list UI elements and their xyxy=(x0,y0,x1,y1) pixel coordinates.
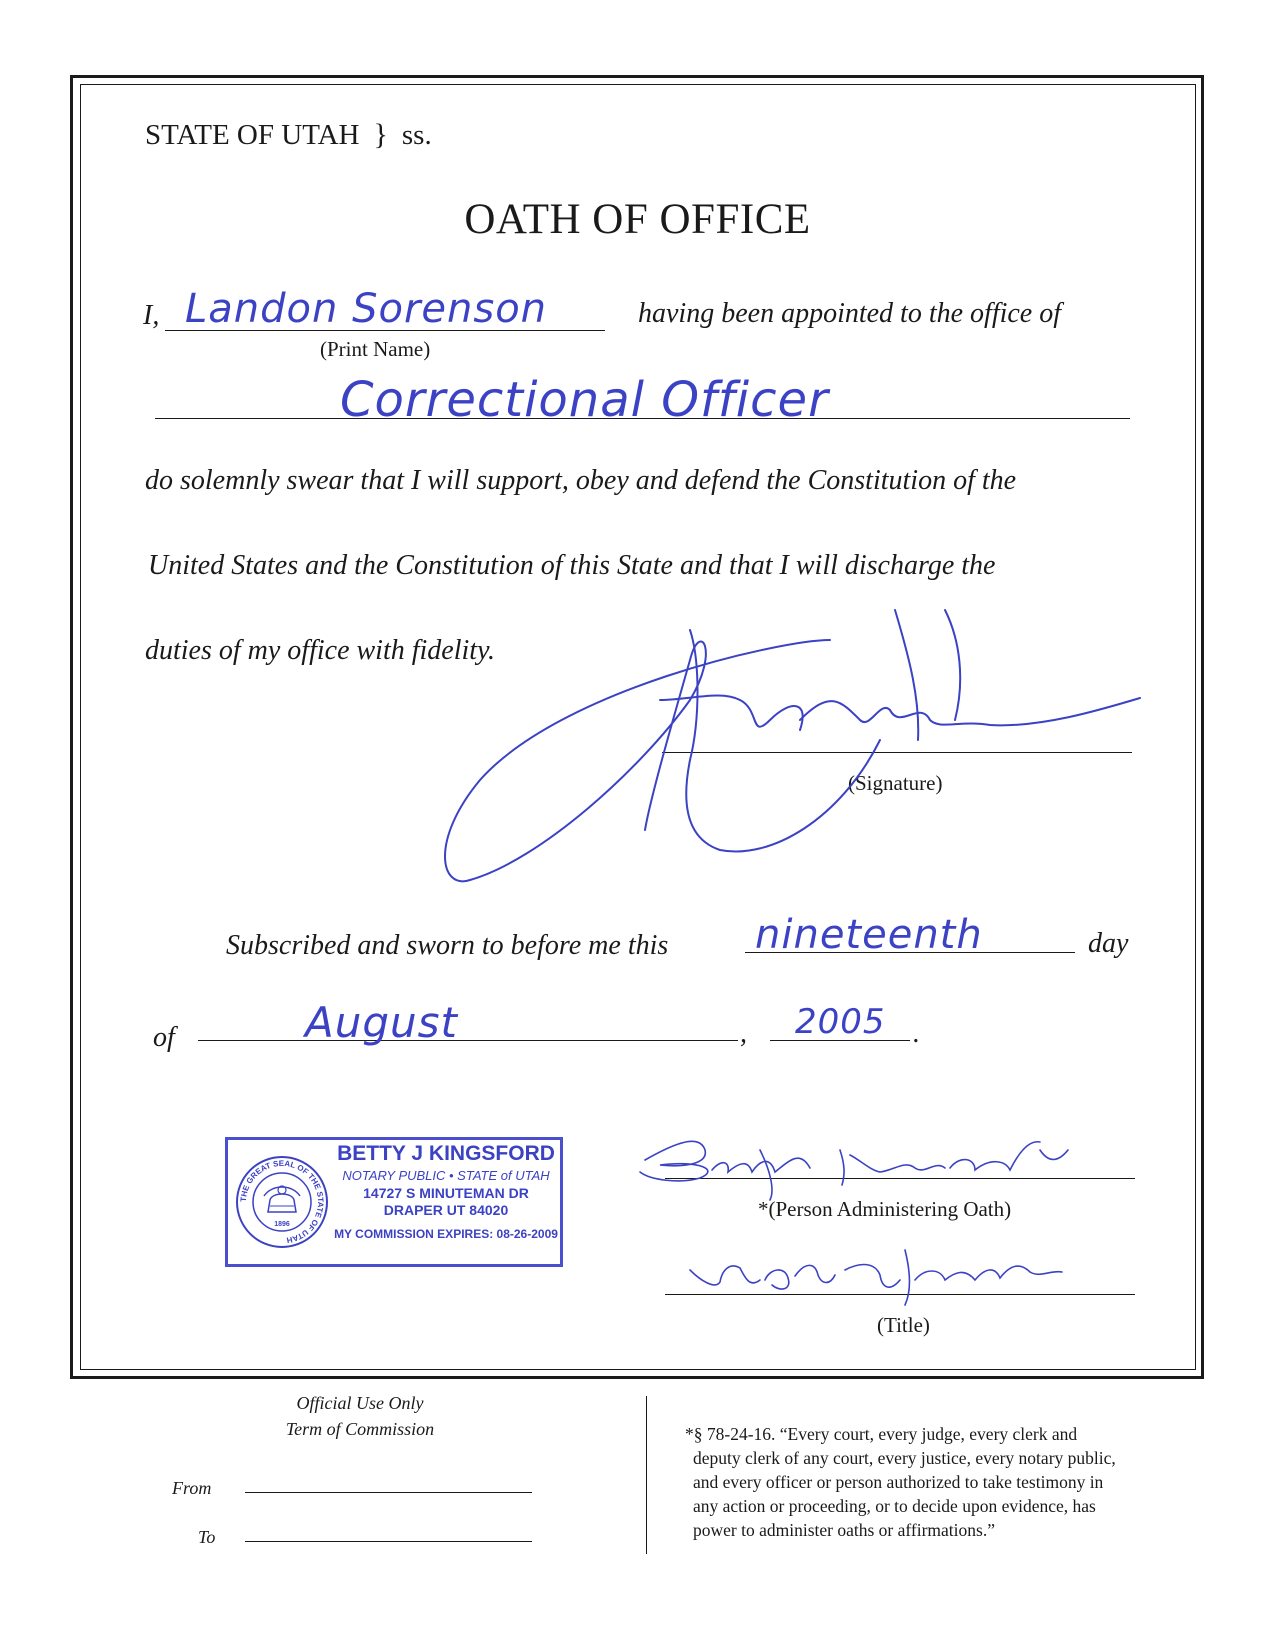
handwritten-day: nineteenth xyxy=(755,912,983,958)
statute-line: deputy clerk of any court, every justice, every notary public, xyxy=(693,1448,1116,1468)
intro-prefix: I, xyxy=(143,300,160,331)
title-caption: (Title) xyxy=(877,1313,930,1337)
stamp-line-3: 14727 S MINUTEMAN DR xyxy=(363,1185,529,1201)
stamp-name: BETTY J KINGSFORD xyxy=(337,1142,555,1165)
footer-divider xyxy=(646,1396,647,1554)
to-rule[interactable] xyxy=(245,1541,532,1542)
statute-note xyxy=(685,1422,1205,1542)
from-label: From xyxy=(172,1478,212,1498)
handwritten-name: Landon Sorenson xyxy=(185,286,548,332)
stamp-line-2: NOTARY PUBLIC • STATE of UTAH xyxy=(342,1168,550,1183)
to-label: To xyxy=(198,1527,216,1547)
title-rule xyxy=(665,1294,1135,1295)
official-use-line-2: Term of Commission xyxy=(285,1419,435,1439)
oath-line-3: duties of my office with fidelity. xyxy=(145,635,495,666)
signature-caption: (Signature) xyxy=(848,771,943,795)
oath-line-1: do solemnly swear that I will support, obey and defend the Constitution of the xyxy=(145,465,1017,496)
statute-line: any action or proceeding, or to decide upon evidence, has xyxy=(693,1496,1096,1516)
stamp-line-4: DRAPER UT 84020 xyxy=(383,1202,509,1218)
notary-stamp xyxy=(225,1137,563,1267)
administering-rule xyxy=(665,1178,1135,1179)
handwritten-year: 2005 xyxy=(795,1002,886,1042)
seal-text: THE GREAT SEAL OF THE STATE OF UTAH xyxy=(238,1158,326,1245)
page-title: OATH OF OFFICE xyxy=(464,196,811,243)
venue-line xyxy=(145,118,432,152)
venue-state: STATE OF UTAH xyxy=(145,119,360,151)
svg-text:THE GREAT SEAL OF THE STATE OF xyxy=(239,1159,325,1245)
from-rule[interactable] xyxy=(245,1492,532,1493)
seal-year: 1896 xyxy=(274,1221,290,1228)
print-name-caption: (Print Name) xyxy=(320,337,431,361)
month-rule xyxy=(198,1040,738,1041)
handwritten-month: August xyxy=(305,998,458,1047)
day-word: day xyxy=(1088,928,1129,959)
signature-rule xyxy=(662,752,1132,753)
venue-brace: } xyxy=(373,118,388,151)
of-word: of xyxy=(153,1022,175,1053)
subscribed-text: Subscribed and sworn to before me this xyxy=(226,930,669,961)
utah-seal-icon xyxy=(234,1154,330,1250)
comma: , xyxy=(740,1018,747,1049)
period: . xyxy=(913,1018,920,1049)
statute-line: *§ 78-24-16. “Every court, every judge, every clerk and xyxy=(685,1424,1078,1444)
venue-ss: ss. xyxy=(401,119,432,151)
handwritten-office: Correctional Officer xyxy=(340,372,829,428)
administering-caption: *(Person Administering Oath) xyxy=(758,1197,1012,1221)
stamp-line-5: MY COMMISSION EXPIRES: 08-26-2009 xyxy=(334,1227,558,1241)
statute-line: and every officer or person authorized to take testimony in xyxy=(693,1472,1104,1492)
intro-suffix: having been appointed to the office of xyxy=(638,298,1062,329)
oath-line-2: United States and the Constitution of this State and that I will discharge the xyxy=(148,550,996,581)
statute-line: power to administer oaths or affirmations.” xyxy=(693,1520,995,1540)
official-use-line-1: Official Use Only xyxy=(296,1393,424,1413)
